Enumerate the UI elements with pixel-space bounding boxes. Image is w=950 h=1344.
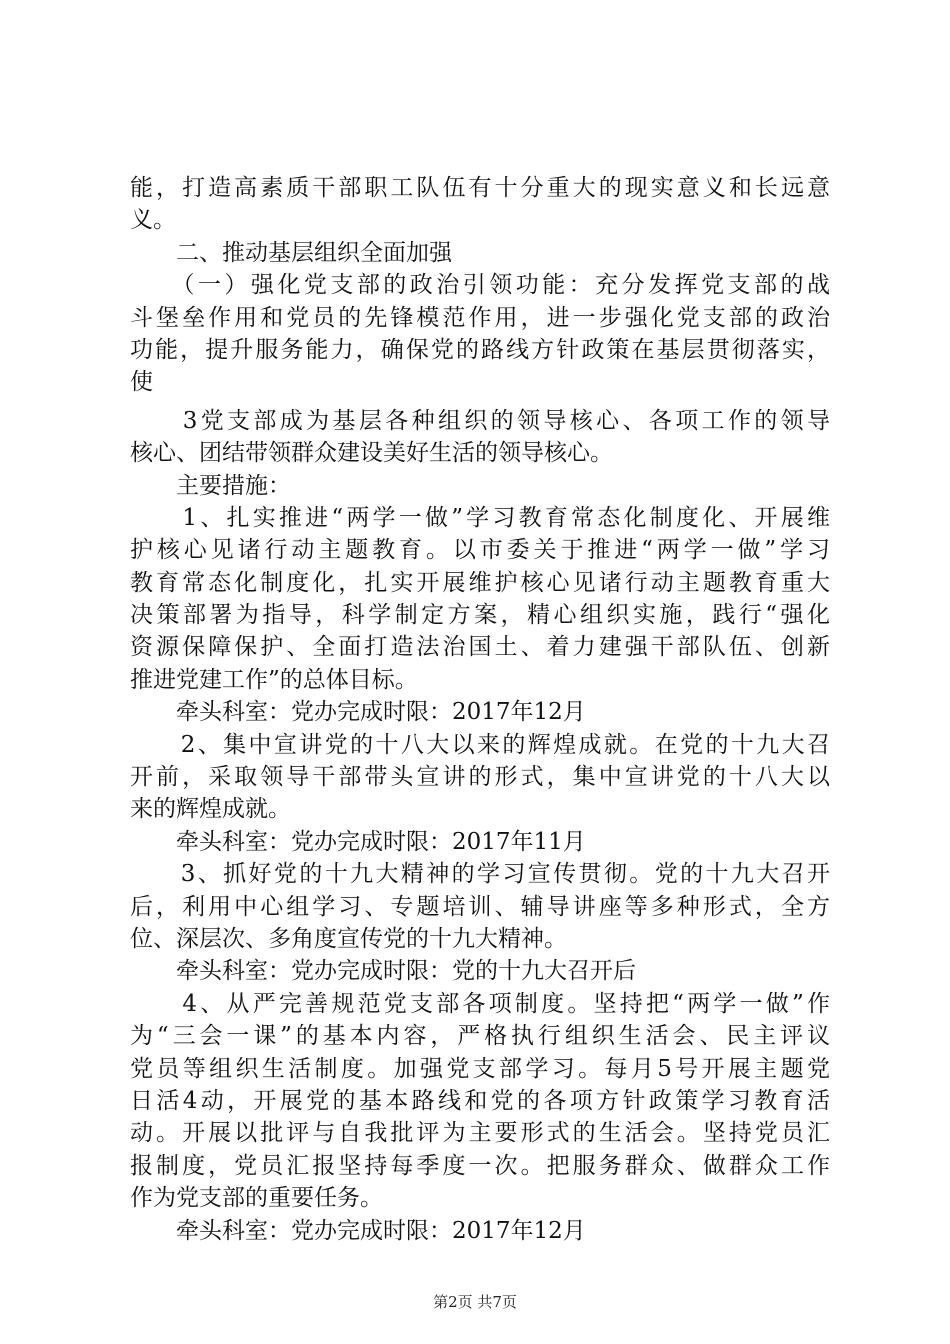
section-heading: 二、推动基层组织全面加强 bbox=[130, 239, 452, 266]
responsibility-line: 牵头科室：党办完成时限：2017年12月 bbox=[130, 699, 586, 726]
text-line: 能，打造高素质干部职工队伍有十分重大的现实意义和长远意 bbox=[130, 175, 830, 201]
text-line: 开前，采取领导干部带头宣讲的形式，集中宣讲党的十八大以 bbox=[130, 764, 830, 791]
text-line: 使 bbox=[130, 369, 153, 396]
responsibility-line: 牵头科室：党办完成时限：党的十九大召开后 bbox=[130, 958, 636, 985]
text-line: 护核心见诸行动主题教育。以市委关于推进“两学一做”学习 bbox=[130, 537, 830, 564]
text-line: 为“三会一课”的基本内容，严格执行组织生活会、民主评议 bbox=[130, 1023, 830, 1050]
text-line: 后，利用中心组学习、专题培训、辅导讲座等多种形式，全方 bbox=[130, 893, 830, 920]
responsibility-line: 牵头科室：党办完成时限：2017年12月 bbox=[130, 1217, 586, 1244]
subsection-heading: （一）强化党支部的政治引领功能：充分发挥党支部的战 bbox=[130, 272, 830, 299]
text-line: 党员等组织生活制度。加强党支部学习。每月5号开展主题党 bbox=[130, 1055, 830, 1082]
text-line: 作为党支部的重要任务。 bbox=[130, 1185, 383, 1212]
text-line: 报制度，党员汇报坚持每季度一次。把服务群众、做群众工作 bbox=[130, 1152, 830, 1179]
text-line: 位、深层次、多角度宣传党的十九大精神。 bbox=[130, 925, 567, 952]
text-line: 功能，提升服务能力，确保党的路线方针政策在基层贯彻落实， bbox=[130, 336, 830, 363]
page-number: 第2页 共7页 bbox=[433, 1293, 517, 1311]
text-line: 3、抓好党的十九大精神的学习宣传贯彻。党的十九大召开 bbox=[130, 861, 830, 888]
text-line: 决策部署为指导，科学制定方案，精心组织实施，践行“强化 bbox=[130, 602, 830, 629]
text-line: 资源保障保护、全面打造法治国土、着力建强干部队伍、创新 bbox=[130, 634, 830, 661]
document-body bbox=[130, 172, 830, 1247]
text-line: 推进党建工作”的总体目标。 bbox=[130, 666, 418, 693]
text-line: 2、集中宣讲党的十八大以来的辉煌成就。在党的十九大召 bbox=[130, 731, 830, 758]
page-footer bbox=[0, 1291, 950, 1312]
text-line: 义。 bbox=[130, 207, 176, 234]
text-line: 斗堡垒作用和党员的先锋模范作用，进一步强化党支部的政治 bbox=[130, 304, 830, 331]
text-line: 日活4动，开展党的基本路线和党的各项方针政策学习教育活 bbox=[130, 1087, 830, 1114]
text-line: 来的辉煌成就。 bbox=[130, 796, 291, 823]
responsibility-line: 牵头科室：党办完成时限：2017年11月 bbox=[130, 828, 586, 855]
text-line: 核心、团结带领群众建设美好生活的领导核心。 bbox=[130, 440, 613, 467]
measures-heading: 主要措施： bbox=[130, 472, 291, 499]
text-line: 动。开展以批评与自我批评为主要形式的生活会。坚持党员汇 bbox=[130, 1120, 830, 1147]
text-line: 4、从严完善规范党支部各项制度。坚持把“两学一做”作 bbox=[130, 990, 830, 1017]
text-line: 1、扎实推进“两学一做”学习教育常态化制度化、开展维 bbox=[130, 504, 830, 531]
text-line: 3党支部成为基层各种组织的领导核心、各项工作的领导 bbox=[130, 407, 830, 434]
text-line: 教育常态化制度化，扎实开展维护核心见诸行动主题教育重大 bbox=[130, 569, 830, 596]
